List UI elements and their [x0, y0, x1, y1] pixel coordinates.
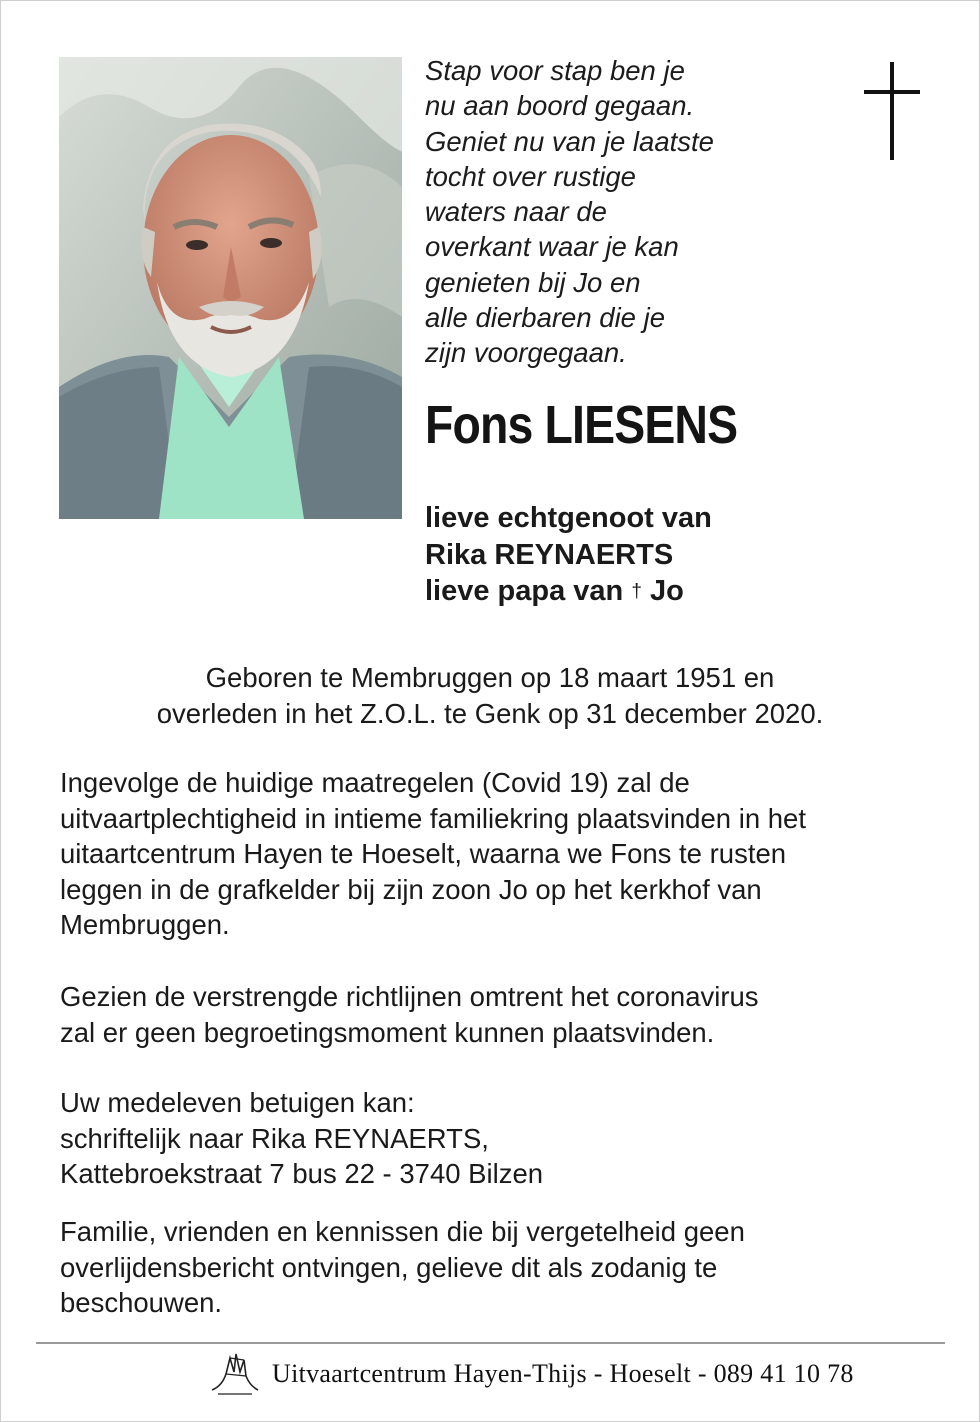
poem-line: genieten bij Jo en: [425, 266, 641, 298]
funeral-home-logo-icon: [210, 1350, 260, 1396]
sympathy-address-paragraph: [60, 1085, 940, 1192]
relation-spouse-label: lieve echtgenoot van: [425, 502, 712, 534]
poem-line: Geniet nu van je laatste: [425, 125, 714, 157]
family-relations: [425, 500, 712, 611]
paragraph-line: zal er geen begroetingsmoment kunnen plaatsvinden.: [60, 1016, 715, 1048]
paragraph-line: overlijdensbericht ontvingen, gelieve dit als zodanig te: [60, 1251, 718, 1283]
cross-icon: [864, 62, 920, 160]
paragraph-line: uitvaartplechtigheid in intieme familiekring plaatsvinden in het: [60, 802, 806, 834]
relation-child-name: Jo: [649, 575, 684, 607]
portrait-illustration: [59, 57, 402, 519]
closing-note-paragraph: [60, 1214, 940, 1321]
poem-line: waters naar de: [425, 196, 607, 228]
paragraph-line: uitaartcentrum Hayen te Hoeselt, waarna we Fons te rusten: [60, 838, 787, 869]
poem-line: tocht over rustige: [425, 160, 636, 192]
portrait-photo: [59, 57, 402, 519]
funeral-home-contact: Uitvaartcentrum Hayen-Thijs - Hoeselt - 089 41 10 78: [272, 1359, 854, 1388]
footer-divider: [36, 1342, 945, 1344]
small-cross-icon: †: [631, 581, 642, 602]
address-line: Kattebroekstraat 7 bus 22 - 3740 Bilzen: [60, 1158, 544, 1189]
paragraph-line: Ingevolge de huidige maatregelen (Covid 19) zal de: [60, 767, 690, 798]
condolence-info-paragraph: [60, 979, 940, 1050]
paragraph-line: Familie, vrienden en kennissen die bij vergetelheid geen: [60, 1216, 745, 1247]
birth-death-details: [0, 660, 980, 731]
poem-line: Stap voor stap ben je: [425, 55, 685, 86]
paragraph-line: leggen in de grafkelder bij zijn zoon Jo op het kerkhof van: [60, 873, 762, 905]
memorial-poem: [425, 53, 785, 371]
birth-line: Geboren te Membruggen op 18 maart 1951 en: [205, 662, 775, 693]
poem-line: alle dierbaren die je: [425, 302, 666, 334]
paragraph-line: schriftelijk naar Rika REYNAERTS,: [60, 1122, 489, 1154]
death-line: overleden in het Z.O.L. te Genk op 31 december 2020.: [156, 697, 824, 729]
poem-line: overkant waar je kan: [425, 231, 679, 263]
paragraph-line: Uw medeleven betuigen kan:: [60, 1087, 415, 1118]
relation-child-label: lieve papa van: [425, 575, 624, 607]
paragraph-line: Membruggen.: [60, 909, 230, 940]
relation-child: [425, 573, 712, 611]
paragraph-line: Gezien de verstrengde richtlijnen omtrent het coronavirus: [60, 981, 759, 1012]
poem-line: zijn voorgegaan.: [425, 337, 627, 369]
deceased-name: Fons LIESENS: [425, 395, 738, 455]
funeral-info-paragraph: [60, 765, 940, 943]
paragraph-line: beschouwen.: [60, 1287, 223, 1318]
poem-line: nu aan boord gegaan.: [425, 90, 695, 122]
relation-spouse-name: Rika REYNAERTS: [425, 538, 674, 571]
